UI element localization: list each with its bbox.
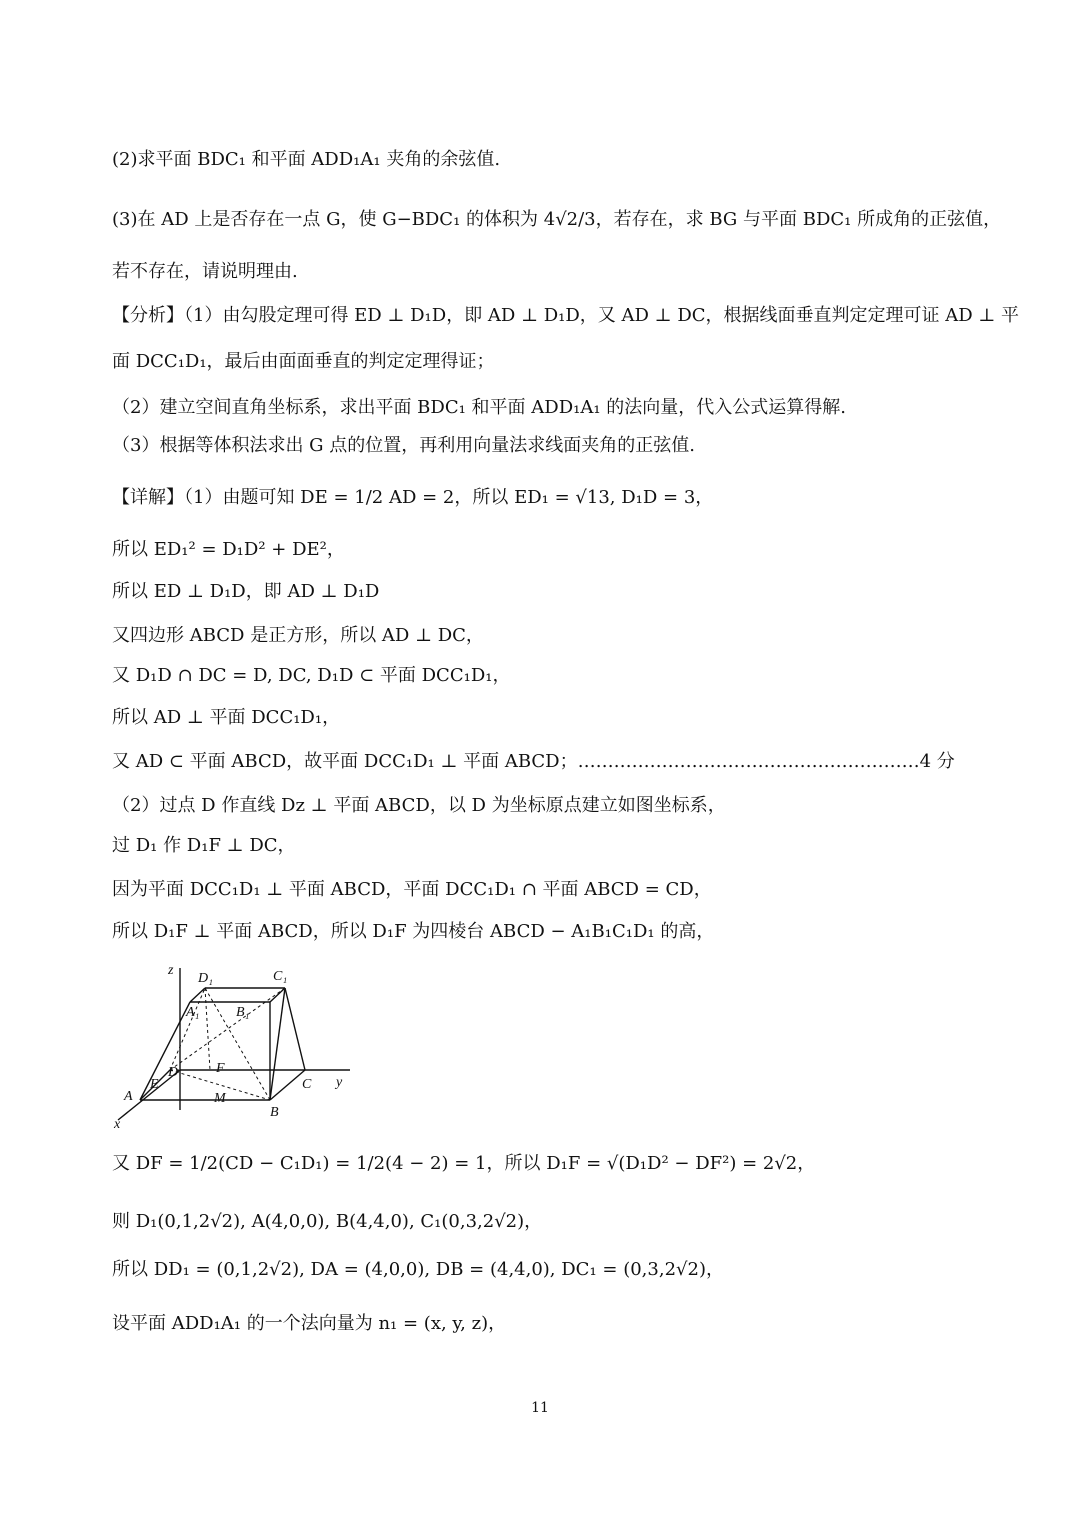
label-b1: B₁	[236, 1005, 250, 1020]
frustum-figure	[110, 960, 360, 1130]
label-y: y	[336, 1075, 343, 1090]
detail-line: 又 D₁D ∩ DC = D, DC, D₁D ⊂ 平面 DCC₁D₁，	[112, 665, 511, 686]
detail-1: 【详解】（1）由题可知 DE = 1/2 AD = 2，所以 ED₁ = √13, D₁D = 3，	[112, 487, 714, 508]
detail-line: 所以 DD₁ = (0,1,2√2), DA = (4,0,0), DB = (4,4,0), DC₁ = (0,3,2√2)，	[112, 1259, 724, 1280]
analysis-1: 【分析】（1）由勾股定理可得 ED ⊥ D₁D，即 AD ⊥ D₁D，又 AD ⊥ DC，根据线面垂直判定定理可证 AD ⊥ 平	[112, 305, 1020, 326]
label-e: E	[150, 1077, 159, 1092]
detail-line: 又 AD ⊂ 平面 ABCD，故平面 DCC₁D₁ ⊥ 平面 ABCD；…………………………………………………4 分	[112, 751, 955, 772]
label-b: B	[270, 1105, 279, 1120]
analysis-1-cont: 面 DCC₁D₁，最后由面面垂直的判定定理得证；	[112, 351, 495, 372]
label-c1: C₁	[273, 969, 288, 984]
question-part-2: (2)求平面 BDC₁ 和平面 ADD₁A₁ 夹角的余弦值.	[112, 149, 501, 170]
detail-line: 因为平面 DCC₁D₁ ⊥ 平面 ABCD，平面 DCC₁D₁ ∩ 平面 ABCD = CD，	[112, 879, 712, 900]
label-a1: A₁	[186, 1005, 200, 1020]
detail-line: 所以 AD ⊥ 平面 DCC₁D₁，	[112, 707, 341, 728]
detail-2: （2）过点 D 作直线 Dz ⊥ 平面 ABCD，以 D 为坐标原点建立如图坐标系，	[112, 795, 726, 816]
detail-line: 所以 D₁F ⊥ 平面 ABCD，所以 D₁F 为四棱台 ABCD − A₁B₁C₁D₁ 的高，	[112, 921, 715, 942]
detail-line: 过 D₁ 作 D₁F ⊥ DC，	[112, 835, 296, 856]
label-c: C	[302, 1077, 312, 1092]
page-number: 11	[531, 1400, 549, 1416]
label-x: x	[114, 1117, 121, 1130]
detail-line: 设平面 ADD₁A₁ 的一个法向量为 n₁ = (x, y, z)，	[112, 1313, 507, 1334]
label-z: z	[168, 963, 174, 978]
detail-line: 所以 ED ⊥ D₁D，即 AD ⊥ D₁D	[112, 581, 380, 602]
detail-line: 又四边形 ABCD 是正方形，所以 AD ⊥ DC，	[112, 625, 484, 646]
label-m: M	[214, 1091, 226, 1106]
label-f: F	[216, 1061, 225, 1076]
detail-line: 又 DF = 1/2(CD − C₁D₁) = 1/2(4 − 2) = 1，所以 D₁F = √(D₁D² − DF²) = 2√2，	[112, 1153, 816, 1174]
label-a: A	[124, 1089, 133, 1104]
detail-line: 则 D₁(0,1,2√2), A(4,0,0), B(4,4,0), C₁(0,3,2√2)，	[112, 1211, 543, 1232]
label-d: D	[168, 1065, 179, 1080]
analysis-3: （3）根据等体积法求出 G 点的位置，再利用向量法求线面夹角的正弦值.	[112, 435, 695, 456]
analysis-2: （2）建立空间直角坐标系，求出平面 BDC₁ 和平面 ADD₁A₁ 的法向量，代入公式运算得解.	[112, 397, 846, 418]
label-d1: D₁	[198, 971, 213, 986]
question-part-3: (3)在 AD 上是否存在一点 G，使 G−BDC₁ 的体积为 4√2/3，若存在，求 BG 与平面 BDC₁ 所成角的正弦值，	[112, 209, 1002, 230]
detail-line: 所以 ED₁² = D₁D² + DE²，	[112, 539, 345, 560]
question-part-3-cont: 若不存在，请说明理由.	[112, 261, 298, 282]
